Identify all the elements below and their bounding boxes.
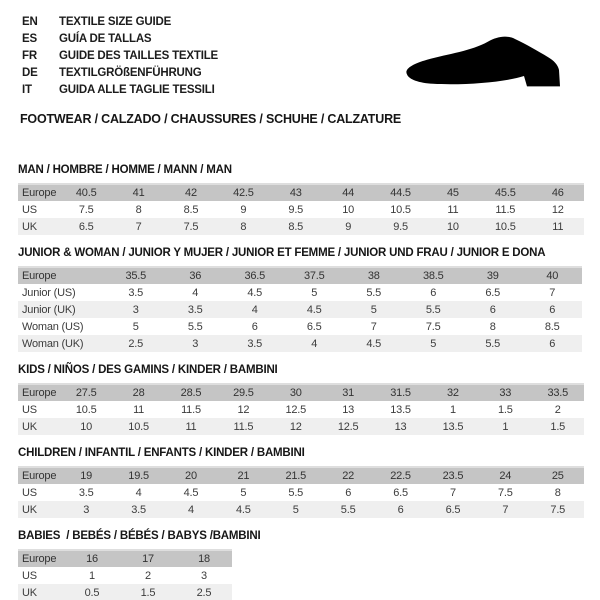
size-cell: 4: [225, 301, 285, 318]
size-cell: 8: [463, 318, 523, 335]
size-cell: 8: [217, 218, 269, 235]
size-cell: 20: [165, 467, 217, 484]
size-cell: 5.5: [344, 284, 404, 301]
size-cell: 22.5: [374, 467, 426, 484]
size-cell: 4.5: [285, 301, 345, 318]
size-cell: 12: [217, 401, 269, 418]
size-cell: 7: [523, 284, 583, 301]
size-cell: 33.5: [532, 384, 584, 401]
language-code: ES: [22, 32, 37, 45]
size-cell: 11: [112, 401, 164, 418]
size-cell: 12.5: [270, 401, 322, 418]
language-code: IT: [22, 83, 32, 96]
size-cell: 7.5: [60, 201, 112, 218]
size-cell: 40.5: [60, 184, 112, 201]
size-cell: 10.5: [60, 401, 112, 418]
size-cell: 4: [165, 501, 217, 518]
size-cell: 6: [225, 318, 285, 335]
row-label: Europe: [18, 384, 60, 401]
table-title: BABIES / BEBÉS / BÉBÉS / BABYS /BAMBINI: [18, 530, 261, 542]
size-cell: 6.5: [427, 501, 479, 518]
size-cell: 6: [463, 301, 523, 318]
size-cell: 8: [112, 201, 164, 218]
size-cell: 6.5: [463, 284, 523, 301]
size-cell: 6.5: [374, 484, 426, 501]
row-label: US: [18, 567, 64, 584]
size-cell: 7: [112, 218, 164, 235]
size-cell: 2: [120, 567, 176, 584]
size-cell: 4.5: [217, 501, 269, 518]
size-cell: 10.5: [374, 201, 426, 218]
size-cell: 25: [532, 467, 584, 484]
size-cell: 5: [270, 501, 322, 518]
size-cell: 36.5: [225, 267, 285, 284]
language-label: GUIDE DES TAILLES TEXTILE: [59, 49, 218, 62]
table-row: [18, 418, 584, 435]
size-cell: 37.5: [285, 267, 345, 284]
size-cell: 12.5: [322, 418, 374, 435]
table-row: [18, 201, 584, 218]
table-row: [18, 401, 584, 418]
row-label: UK: [18, 584, 64, 600]
size-cell: 5: [404, 335, 464, 352]
table-row: [18, 184, 584, 201]
size-cell: 6: [404, 284, 464, 301]
table-row: [18, 318, 582, 335]
row-label: Woman (UK): [18, 335, 106, 352]
size-cell: 2.5: [106, 335, 166, 352]
row-label: Woman (US): [18, 318, 106, 335]
size-cell: 5: [285, 284, 345, 301]
size-cell: 19: [60, 467, 112, 484]
size-cell: 11: [165, 418, 217, 435]
size-cell: 13: [322, 401, 374, 418]
size-cell: 31: [322, 384, 374, 401]
size-cell: 43: [270, 184, 322, 201]
size-cell: 4.5: [165, 484, 217, 501]
size-cell: 5: [106, 318, 166, 335]
size-table: [18, 549, 232, 600]
size-cell: 13: [374, 418, 426, 435]
size-cell: 31.5: [374, 384, 426, 401]
table-row: [18, 567, 232, 584]
size-cell: 39: [463, 267, 523, 284]
size-cell: 13.5: [374, 401, 426, 418]
size-cell: 12: [532, 201, 584, 218]
size-cell: 1.5: [479, 401, 531, 418]
size-cell: 5: [344, 301, 404, 318]
table-row: [18, 218, 584, 235]
size-cell: 44.5: [374, 184, 426, 201]
size-cell: 7: [479, 501, 531, 518]
size-cell: 5.5: [270, 484, 322, 501]
size-cell: 6: [322, 484, 374, 501]
size-cell: 0.5: [64, 584, 120, 600]
size-cell: 12: [270, 418, 322, 435]
size-cell: 5.5: [166, 318, 226, 335]
shoe-icon: [397, 33, 577, 95]
language-code: DE: [22, 66, 38, 79]
size-cell: 32: [427, 384, 479, 401]
row-label: Europe: [18, 267, 106, 284]
row-label: US: [18, 201, 60, 218]
row-label: UK: [18, 418, 60, 435]
size-cell: 6: [374, 501, 426, 518]
size-cell: 40: [523, 267, 583, 284]
size-cell: 10.5: [112, 418, 164, 435]
size-cell: 18: [176, 550, 232, 567]
size-cell: 8.5: [523, 318, 583, 335]
size-cell: 3.5: [60, 484, 112, 501]
language-row: [22, 13, 600, 30]
size-cell: 5.5: [463, 335, 523, 352]
language-code: EN: [22, 15, 38, 28]
size-table: [18, 266, 582, 352]
size-cell: 7.5: [479, 484, 531, 501]
size-table-section: [18, 247, 584, 352]
size-cell: 42.5: [217, 184, 269, 201]
size-cell: 5.5: [404, 301, 464, 318]
size-cell: 1.5: [532, 418, 584, 435]
size-cell: 6: [523, 301, 583, 318]
size-cell: 10.5: [479, 218, 531, 235]
language-label: GUIDA ALLE TAGLIE TESSILI: [59, 83, 215, 96]
size-cell: 4: [285, 335, 345, 352]
size-cell: 13.5: [427, 418, 479, 435]
size-cell: 10: [322, 201, 374, 218]
size-cell: 7: [344, 318, 404, 335]
size-table: [18, 383, 584, 435]
size-cell: 29.5: [217, 384, 269, 401]
size-cell: 7.5: [532, 501, 584, 518]
size-cell: 38.5: [404, 267, 464, 284]
size-cell: 28: [112, 384, 164, 401]
size-cell: 36: [166, 267, 226, 284]
table-title: JUNIOR & WOMAN / JUNIOR Y MUJER / JUNIOR ET FEMME / JUNIOR UND FRAU / JUNIOR E DONA: [18, 247, 546, 259]
size-cell: 4.5: [225, 284, 285, 301]
size-cell: 6: [523, 335, 583, 352]
row-label: Europe: [18, 467, 60, 484]
table-row: [18, 384, 584, 401]
size-cell: 5.5: [322, 501, 374, 518]
size-cell: 28.5: [165, 384, 217, 401]
size-table: [18, 466, 584, 518]
size-table-section: [18, 364, 584, 435]
page-header: [0, 0, 600, 126]
size-cell: 30: [270, 384, 322, 401]
row-label: UK: [18, 501, 60, 518]
table-row: [18, 301, 582, 318]
size-cell: 9.5: [374, 218, 426, 235]
row-label: Europe: [18, 550, 64, 567]
language-label: TEXTILGRÖßENFÜHRUNG: [59, 66, 202, 79]
size-cell: 11.5: [217, 418, 269, 435]
size-cell: 9.5: [270, 201, 322, 218]
row-label: UK: [18, 218, 60, 235]
size-cell: 42: [165, 184, 217, 201]
table-title: CHILDREN / INFANTIL / ENFANTS / KINDER / BAMBINI: [18, 447, 305, 459]
row-label: Europe: [18, 184, 60, 201]
size-cell: 33: [479, 384, 531, 401]
size-cell: 44: [322, 184, 374, 201]
size-cell: 3.5: [166, 301, 226, 318]
size-cell: 45: [427, 184, 479, 201]
size-cell: 22: [322, 467, 374, 484]
size-table-section: [18, 447, 584, 518]
size-cell: 7.5: [165, 218, 217, 235]
size-cell: 24: [479, 467, 531, 484]
size-cell: 17: [120, 550, 176, 567]
size-cell: 38: [344, 267, 404, 284]
size-cell: 21.5: [270, 467, 322, 484]
row-label: US: [18, 484, 60, 501]
tables-container: [18, 164, 584, 600]
size-cell: 1.5: [120, 584, 176, 600]
language-code: FR: [22, 49, 37, 62]
size-cell: 3.5: [112, 501, 164, 518]
size-cell: 8: [532, 484, 584, 501]
size-cell: 11: [427, 201, 479, 218]
size-cell: 9: [322, 218, 374, 235]
size-cell: 4: [112, 484, 164, 501]
table-row: [18, 467, 584, 484]
table-row: [18, 284, 582, 301]
size-cell: 3.5: [225, 335, 285, 352]
size-cell: 7: [427, 484, 479, 501]
size-cell: 1: [479, 418, 531, 435]
size-cell: 16: [64, 550, 120, 567]
size-cell: 23.5: [427, 467, 479, 484]
table-row: [18, 335, 582, 352]
size-cell: 45.5: [479, 184, 531, 201]
table-row: [18, 267, 582, 284]
language-label: GUÍA DE TALLAS: [59, 32, 152, 45]
language-label: TEXTILE SIZE GUIDE: [59, 15, 172, 28]
size-cell: 6.5: [285, 318, 345, 335]
table-title: KIDS / NIÑOS / DES GAMINS / KINDER / BAMBINI: [18, 364, 278, 376]
size-cell: 41: [112, 184, 164, 201]
row-label: Junior (US): [18, 284, 106, 301]
size-cell: 19.5: [112, 467, 164, 484]
table-row: [18, 550, 232, 567]
size-cell: 7.5: [404, 318, 464, 335]
size-cell: 10: [60, 418, 112, 435]
size-cell: 5: [217, 484, 269, 501]
size-cell: 10: [427, 218, 479, 235]
size-cell: 46: [532, 184, 584, 201]
category-title: FOOTWEAR / CALZADO / CHAUSSURES / SCHUHE / CALZATURE: [20, 112, 402, 126]
size-cell: 11: [532, 218, 584, 235]
table-title: MAN / HOMBRE / HOMME / MANN / MAN: [18, 164, 232, 176]
table-row: [18, 584, 232, 600]
size-cell: 3: [106, 301, 166, 318]
size-cell: 9: [217, 201, 269, 218]
size-cell: 4: [166, 284, 226, 301]
size-table-section: [18, 164, 584, 235]
size-cell: 8.5: [270, 218, 322, 235]
size-cell: 1: [427, 401, 479, 418]
size-cell: 3.5: [106, 284, 166, 301]
size-cell: 3: [176, 567, 232, 584]
size-cell: 35.5: [106, 267, 166, 284]
size-cell: 27.5: [60, 384, 112, 401]
size-cell: 11.5: [479, 201, 531, 218]
size-cell: 3: [60, 501, 112, 518]
size-cell: 2.5: [176, 584, 232, 600]
size-table: [18, 183, 584, 235]
size-cell: 2: [532, 401, 584, 418]
size-table-section: [18, 530, 584, 600]
size-cell: 4.5: [344, 335, 404, 352]
size-cell: 8.5: [165, 201, 217, 218]
row-label: US: [18, 401, 60, 418]
size-cell: 1: [64, 567, 120, 584]
size-cell: 6.5: [60, 218, 112, 235]
table-row: [18, 484, 584, 501]
size-cell: 3: [166, 335, 226, 352]
row-label: Junior (UK): [18, 301, 106, 318]
size-cell: 21: [217, 467, 269, 484]
size-cell: 11.5: [165, 401, 217, 418]
table-row: [18, 501, 584, 518]
